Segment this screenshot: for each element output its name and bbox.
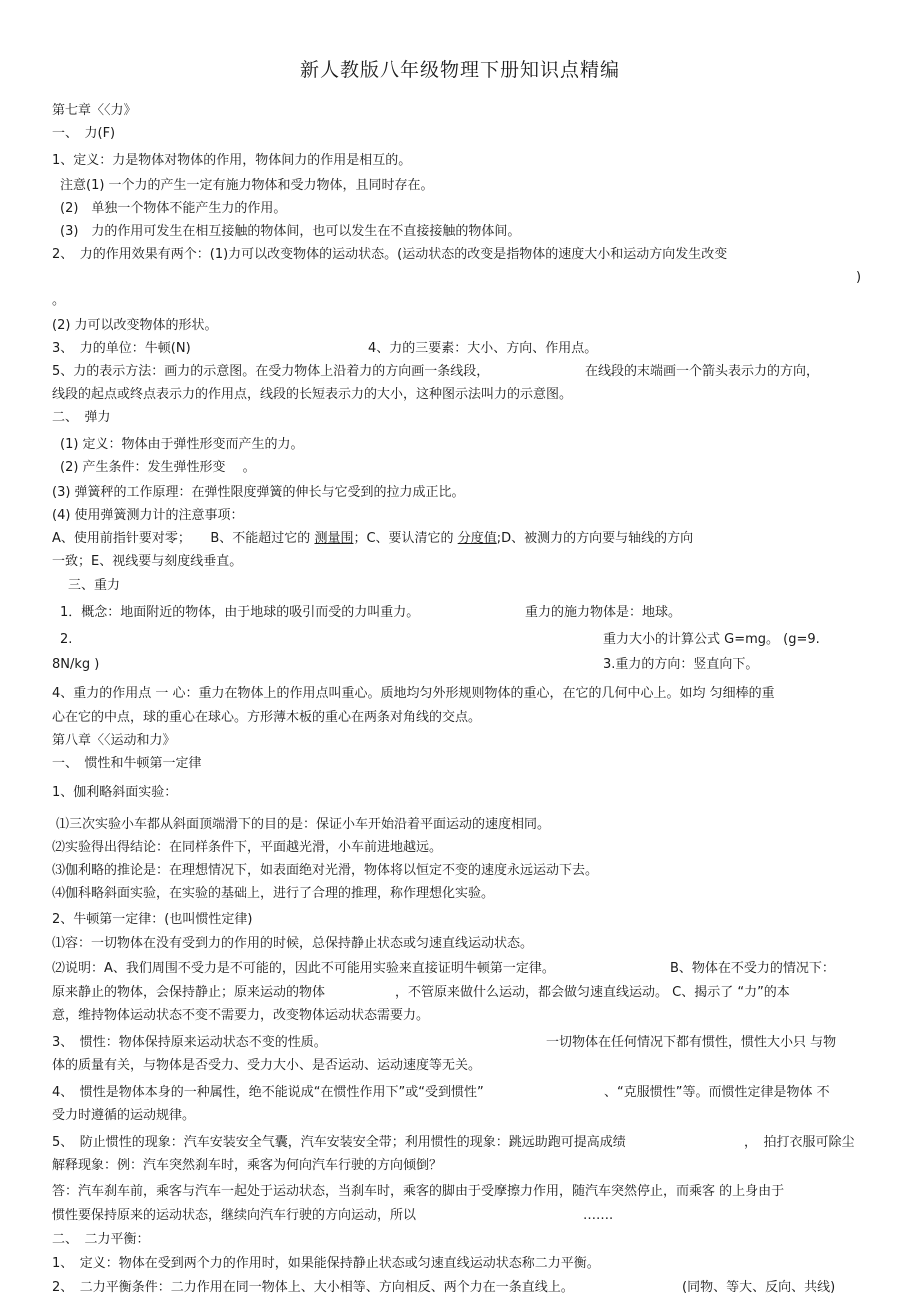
text-line: 在线段的末端画一个箭头表示力的方向， — [585, 364, 820, 379]
text-line: (2) 力可以改变物体的形状。 — [52, 318, 218, 333]
text-line: 1、伽利略斜面实验： — [52, 785, 178, 800]
text-line: (1) 定义：物体由于弹性形变而产生的力。 — [60, 437, 304, 452]
text-line: 注意(1) 一个力的产生一定有施力物体和受力物体，且同时存在。 — [60, 178, 434, 193]
text-line: (2) 单独一个物体不能产生力的作用。 — [60, 201, 287, 216]
text-line: 。 — [52, 293, 66, 308]
text-line: 2、 力的作用效果有两个：(1)力可以改变物体的运动状态。(运动状态的改变是指物体的速度大小和运动方向发生改变 — [52, 247, 728, 262]
text-line: ⑴三次实验小车都从斜面顶端滑下的目的是：保证小车开始沿着平面运动的速度相同。 — [56, 817, 551, 832]
text-line: (同物、等大、反向、共线) — [682, 1280, 836, 1295]
text-line: 体的质量有关，与物体是否受力、受力大小、是否运动、运动速度等无关。 — [52, 1058, 482, 1073]
text-span: ;D、被测力的方向要与轴线的方向 — [496, 531, 694, 546]
text-line: 答：汽车刹车前，乘客与汽车一起处于运动状态，当刹车时，乘客的脚由于受摩擦力作用，随汽车突然停止，而乘客 的上身由于 — [52, 1184, 785, 1199]
text-line: 3.重力的方向：竖直向下。 — [603, 657, 759, 672]
text-line: ……. — [583, 1208, 614, 1223]
text-line: 一致；E、视线要与刻度线垂直。 — [52, 554, 243, 569]
section-inertia-heading: 一、 惯性和牛顿第一定律 — [52, 756, 202, 771]
text-line: 4、 惯性是物体本身的一种属性，绝不能说成“在惯性作用下”或“受到惯性” — [52, 1085, 484, 1100]
text-line: ⑵说明：A、我们周围不受力是不可能的，因此不可能用实验来直接证明牛顿第一定律。 — [52, 961, 555, 976]
section-gravity-heading: 三、重力 — [68, 578, 121, 593]
text-line: (2) 产生条件：发生弹性形变 。 — [60, 460, 256, 475]
underlined-term: 测量围 — [314, 531, 354, 546]
text-line: ) — [856, 270, 862, 285]
text-line: 3、 力的单位：牛顿(N) — [52, 341, 191, 356]
text-line: ，不管原来做什么运动，都会做匀速直线运动。 C、揭示了 “力”的本 — [395, 985, 790, 1000]
text-line: 8N/kg ) — [52, 657, 100, 672]
chapter-7-heading: 第七章〈〈力》 — [52, 103, 137, 118]
text-line: ⑴容：一切物体在没有受到力的作用的时候，总保持静止状态或匀速直线运动状态。 — [52, 936, 534, 951]
section-equilibrium-heading: 二、 二力平衡： — [52, 1232, 150, 1247]
text-line: ⑵实验得出得结论：在同样条件下，平面越光滑，小车前进地越远。 — [52, 840, 443, 855]
text-line: 2、牛顿第一定律：(也叫惯性定律) — [52, 912, 253, 927]
text-line: 4、重力的作用点 一 心：重力在物体上的作用点叫重心。质地均匀外形规则物体的重心，在它的几何中心上。如均 匀细棒的重 — [52, 686, 775, 701]
text-line: 5、力的表示方法：画力的示意图。在受力物体上沿着力的方向画一条线段， — [52, 364, 490, 379]
text-line: 意，维持物体运动状态不变不需要力，改变物体运动状态需要力。 — [52, 1008, 430, 1023]
text-line: 1．概念：地面附近的物体，由于地球的吸引而受的力叫重力。 — [60, 605, 420, 620]
text-line: 线段的起点或终点表示力的作用点，线段的长短表示力的大小，这种图示法叫力的示意图。 — [52, 387, 573, 402]
text-line: (3) 弹簧秤的工作原理：在弹性限度弹簧的伸长与它受到的拉力成正比。 — [52, 485, 465, 500]
text-line: ⑷伽科略斜面实验，在实验的基础上，进行了合理的推理，称作理想化实验。 — [52, 886, 495, 901]
text-span: A、使用前指针要对零； B、不能超过它的 — [52, 531, 315, 546]
section-force-heading: 一、 力(F) — [52, 126, 116, 141]
chapter-8-heading: 第八章〈〈运动和力》 — [52, 733, 176, 748]
text-line: 、“克服惯性”等。而惯性定律是物体 不 — [604, 1085, 830, 1100]
underlined-term: 分度值 — [457, 531, 497, 546]
text-line: 2、 二力平衡条件：二力作用在同一物体上、大小相等、方向相反、两个力在一条直线上。 — [52, 1280, 574, 1295]
text-line: 惯性要保持原来的运动状态，继续向汽车行驶的方向运动，所以 — [52, 1208, 417, 1223]
text-line: 1、 定义：物体在受到两个力的作用时，如果能保持静止状态或匀速直线运动状态称二力平衡。 — [52, 1256, 600, 1271]
text-line: 1、定义：力是物体对物体的作用，物体间力的作用是相互的。 — [52, 153, 412, 168]
text-line: 4、力的三要素：大小、方向、作用点。 — [368, 341, 598, 356]
text-line: 心在它的中点，球的重心在球心。方形薄木板的重心在两条对角线的交点。 — [52, 710, 482, 725]
text-line: 3、 惯性：物体保持原来运动状态不变的性质。 — [52, 1035, 327, 1050]
text-span: ；C、要认清它的 — [353, 531, 458, 546]
text-line: ， 拍打衣服可除尘 — [744, 1135, 855, 1150]
text-line — [52, 527, 693, 550]
section-elastic-heading: 二、 弹力 — [52, 410, 111, 425]
text-line: ⑶伽利略的推论是：在理想情况下，如表面绝对光滑，物体将以恒定不变的速度永远运动下去。 — [52, 863, 599, 878]
text-line: 重力大小的计算公式 G=mg。 (g=9. — [603, 632, 820, 647]
text-line: 解释现象：例：汽车突然刹车时，乘客为何向汽车行驶的方向倾倒？ — [52, 1158, 443, 1173]
text-line: (4) 使用弹簧测力计的注意事项： — [52, 508, 244, 523]
text-line: B、物体在不受力的情况下： — [670, 961, 835, 976]
text-line: 原来静止的物体，会保持静止；原来运动的物体 — [52, 985, 326, 1000]
text-line: (3) 力的作用可发生在相互接触的物体间，也可以发生在不直接接触的物体间。 — [60, 224, 521, 239]
text-line: 5、 防止惯性的现象：汽车安装安全气囊，汽车安装安全带；利用惯性的现象：跳远助跑可提高成绩 — [52, 1135, 626, 1150]
text-line: 重力的施力物体是：地球。 — [525, 605, 682, 620]
document-title: 新人教版八年级物理下册知识点精编 — [299, 59, 620, 81]
text-line: 2. — [60, 632, 73, 647]
text-line: 一切物体在任何情况下都有惯性，惯性大小只 与物 — [546, 1035, 837, 1050]
text-line: 受力时遵循的运动规律。 — [52, 1108, 196, 1123]
